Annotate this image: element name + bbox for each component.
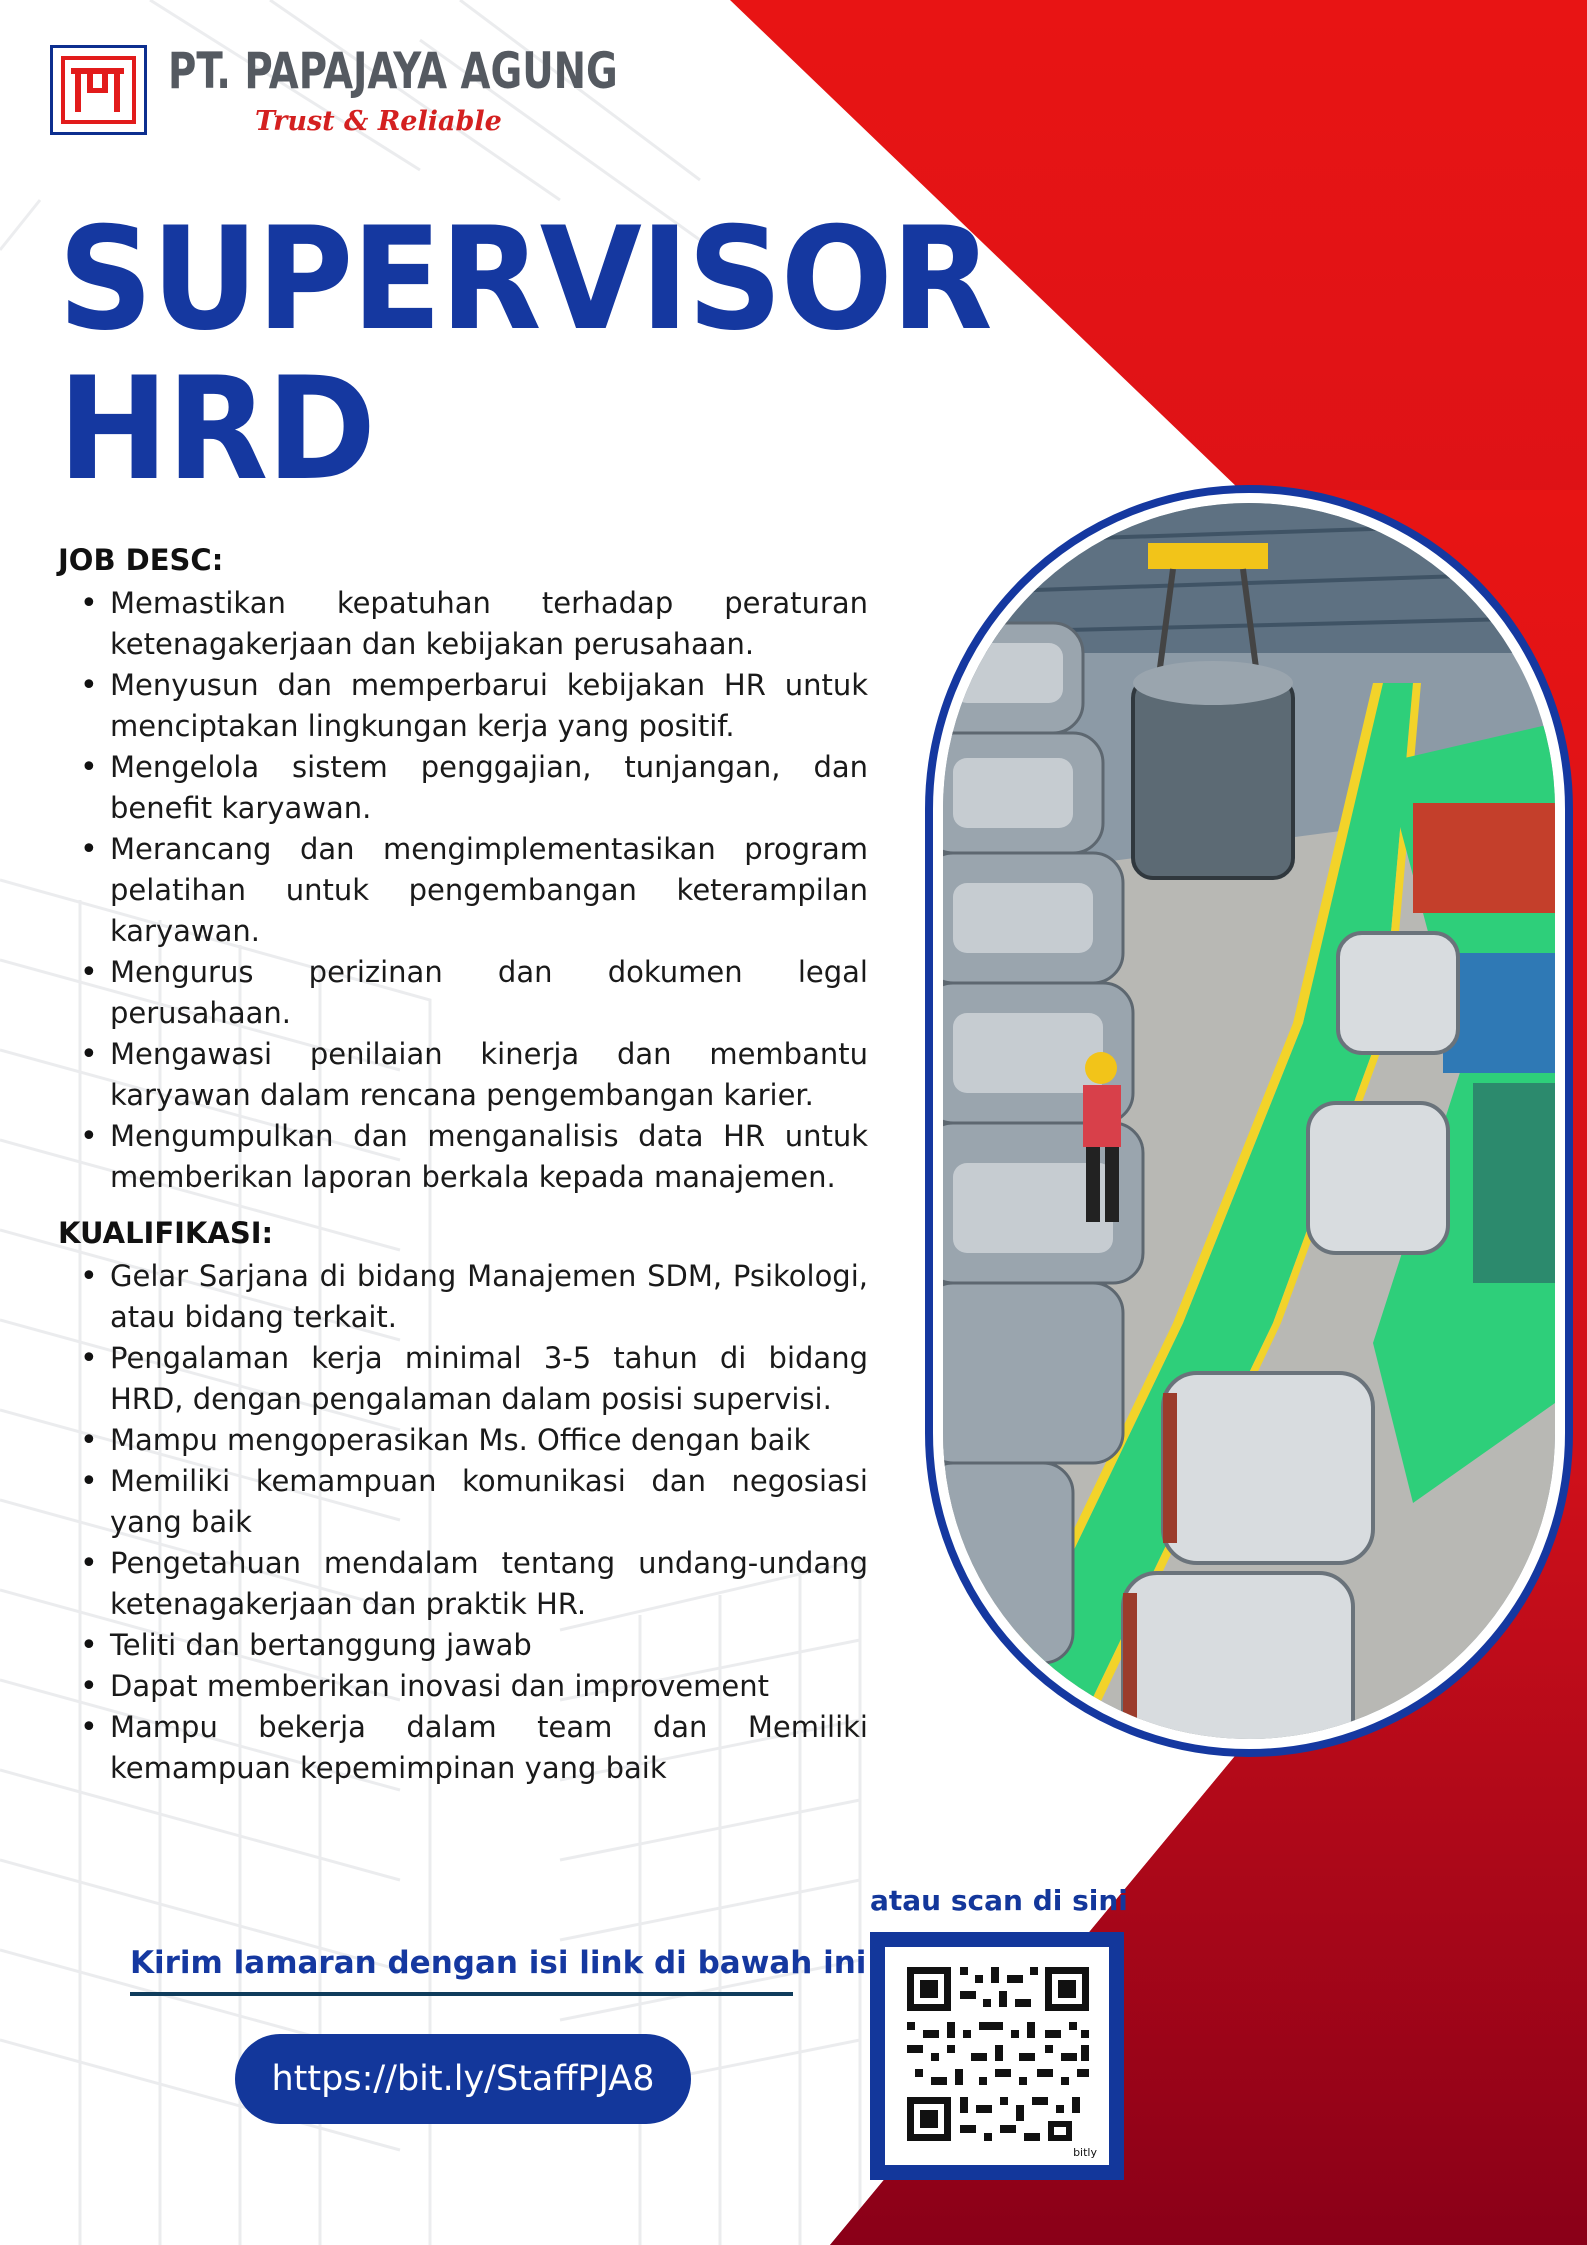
company-logo (50, 45, 147, 135)
scan-label: atau scan di sini (870, 1884, 1128, 1917)
qr-code-frame (870, 1932, 1124, 2180)
title-line-1: SUPERVISOR (58, 197, 991, 362)
papajaya-logo-icon (61, 56, 136, 124)
factory-photo (943, 503, 1555, 1739)
company-tagline: Trust & Reliable (255, 106, 502, 137)
apply-link-button[interactable]: https://bit.ly/StaffPJA8 (235, 2034, 691, 2124)
list-item: • Mengelola sistem penggajian, tunjangan, dan benefit karyawan. (68, 747, 868, 829)
list-item: • Pengetahuan mendalam tentang undang-undang ketenagakerjaan dan praktik HR. (68, 1543, 868, 1625)
list-item: • Mengumpulkan dan menganalisis data HR untuk memberikan laporan berkala kepada manajemen. (68, 1116, 868, 1198)
list-item: • Mengurus perizinan dan dokumen legal perusahaan. (68, 952, 868, 1034)
qualifications-list (68, 1256, 868, 1789)
list-item: • Memiliki kemampuan komunikasi dan negosiasi yang baik (68, 1461, 868, 1543)
list-item: • Pengalaman kerja minimal 3-5 tahun di bidang HRD, dengan pengalaman dalam posisi supervisi. (68, 1338, 868, 1420)
apply-instruction: Kirim lamaran dengan isi link di bawah ini (130, 1945, 867, 1981)
qr-code[interactable] (885, 1947, 1109, 2165)
factory-photo-frame (925, 485, 1573, 1757)
list-item: • Mampu mengoperasikan Ms. Office dengan baik (68, 1420, 868, 1461)
qr-brand-label: bitly (1073, 2146, 1097, 2159)
job-desc-heading: JOB DESC: (58, 543, 224, 577)
list-item: • Memastikan kepatuhan terhadap peraturan ketenagakerjaan dan kebijakan perusahaan. (68, 583, 868, 665)
page-title (58, 197, 991, 512)
job-desc-list (68, 583, 868, 1198)
list-item: • Teliti dan bertanggung jawab (68, 1625, 868, 1666)
qr-code-icon (885, 1947, 1109, 2165)
list-item: • Mampu bekerja dalam team dan Memiliki kemampuan kepemimpinan yang baik (68, 1707, 868, 1789)
list-item: • Mengawasi penilaian kinerja dan membantu karyawan dalam rencana pengembangan karier. (68, 1034, 868, 1116)
steel-coil-warehouse-image (943, 503, 1555, 1739)
list-item: • Gelar Sarjana di bidang Manajemen SDM, Psikologi, atau bidang terkait. (68, 1256, 868, 1338)
list-item: • Menyusun dan memperbarui kebijakan HR untuk menciptakan lingkungan kerja yang positif. (68, 665, 868, 747)
list-item: • Dapat memberikan inovasi dan improvement (68, 1666, 868, 1707)
title-line-2: HRD (58, 347, 375, 512)
logo-glyph-icon (65, 60, 130, 118)
company-name: PT. PAPAJAYA AGUNG (168, 42, 618, 100)
qualifications-heading: KUALIFIKASI: (58, 1216, 274, 1250)
list-item: • Merancang dan mengimplementasikan program pelatihan untuk pengembangan keterampilan karyawan. (68, 829, 868, 952)
apply-underline (130, 1992, 793, 1996)
